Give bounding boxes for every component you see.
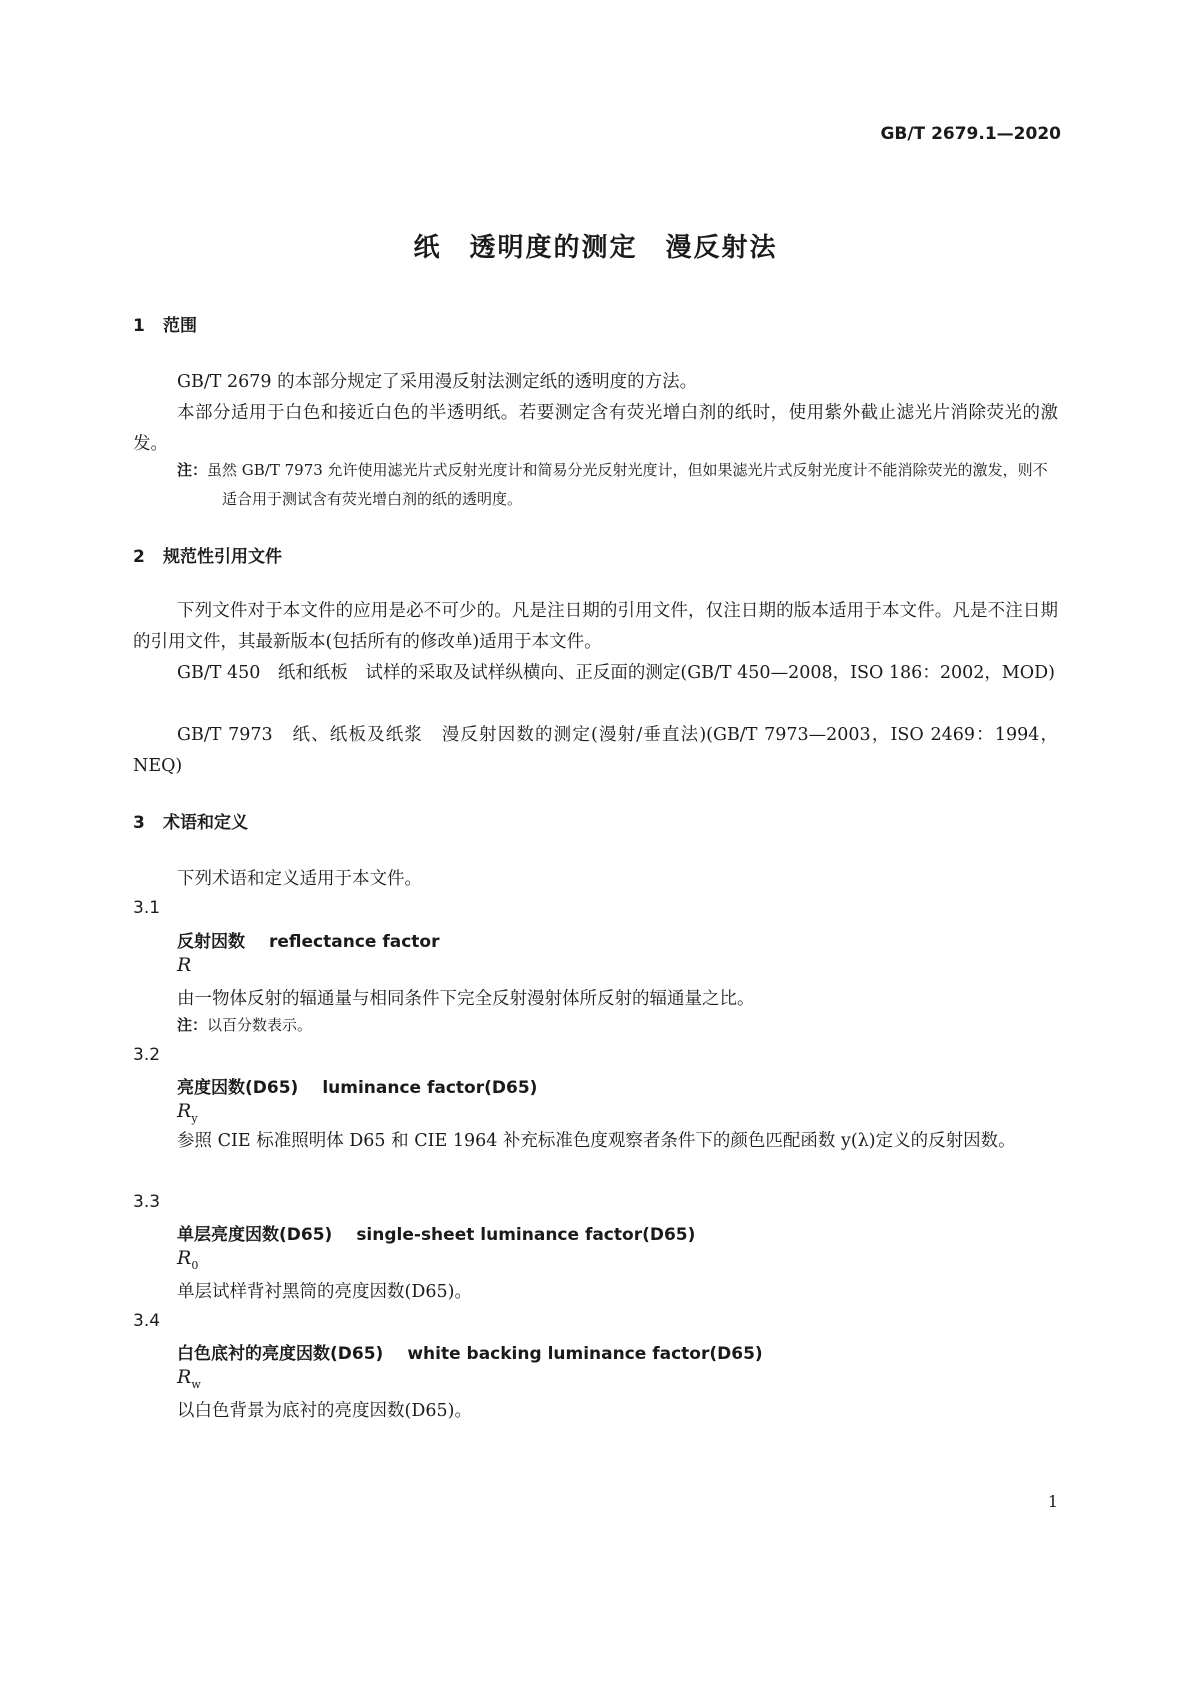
term-en: white backing luminance factor(D65) — [407, 1344, 763, 1364]
term-definition: 单层试样背衬黑筒的亮度因数(D65)。 — [177, 1282, 472, 1302]
section-1-heading — [133, 311, 197, 336]
term-name — [177, 1073, 537, 1098]
page-number: 1 — [1047, 1492, 1058, 1511]
normative-reference-2: GB/T 7973 纸、纸板及纸浆 漫反射因数的测定(漫射/垂直法)(GB/T 7973—2003，ISO 2469：1994，NEQ) — [133, 725, 1058, 776]
section-1-paragraph-2: 本部分适用于白色和接近白色的半透明纸。若要测定含有荧光增白剂的纸时，使用紫外截止滤光片消除荧光的激发。 — [133, 403, 1058, 454]
section-title: 规范性引用文件 — [163, 547, 282, 567]
note-text: 虽然 GB/T 7973 允许使用滤光片式反射光度计和简易分光反射光度计，但如果滤光片式反射光度计不能消除荧光的激发，则不适合用于测试含有荧光增白剂的纸的透明度。 — [207, 461, 1048, 508]
term-zh: 单层亮度因数(D65) — [177, 1225, 333, 1245]
standard-code: GB/T 2679.1—2020 — [880, 124, 1061, 144]
note-body — [177, 456, 1058, 514]
section-number: 1 — [133, 316, 145, 336]
term-name — [177, 927, 439, 952]
term-note — [177, 1011, 1058, 1040]
section-3-intro: 下列术语和定义适用于本文件。 — [177, 869, 422, 889]
term-symbol: $R_y$ — [177, 1100, 198, 1125]
term-symbol: $R_0$ — [177, 1247, 199, 1272]
term-symbol: $R_w$ — [177, 1366, 201, 1391]
section-number: 2 — [133, 547, 145, 567]
note-label: 注： — [177, 461, 208, 479]
term-en: luminance factor(D65) — [322, 1078, 538, 1098]
term-zh: 反射因数 — [177, 932, 245, 952]
term-symbol: R — [177, 954, 192, 976]
term-number: 3.1 — [133, 898, 161, 918]
term-en: reflectance factor — [269, 932, 440, 952]
term-number: 3.2 — [133, 1045, 161, 1065]
term-name — [177, 1339, 763, 1364]
term-definition: 由一物体反射的辐通量与相同条件下完全反射漫射体所反射的辐通量之比。 — [177, 989, 755, 1009]
section-title: 范围 — [163, 316, 197, 336]
section-2-heading — [133, 542, 282, 567]
section-title: 术语和定义 — [163, 813, 248, 833]
term-number: 3.3 — [133, 1192, 161, 1212]
term-en: single-sheet luminance factor(D65) — [356, 1225, 696, 1245]
document-title: 纸 透明度的测定 漫反射法 — [413, 233, 778, 263]
term-zh: 白色底衬的亮度因数(D65) — [177, 1344, 384, 1364]
term-definition: 以白色背景为底衬的亮度因数(D65)。 — [177, 1401, 472, 1421]
section-number: 3 — [133, 813, 145, 833]
note-text: 以百分数表示。 — [207, 1016, 313, 1034]
section-1-note — [177, 456, 1058, 514]
term-name — [177, 1220, 695, 1245]
section-3-heading — [133, 808, 248, 833]
term-number: 3.4 — [133, 1311, 161, 1331]
section-1-paragraph-1: GB/T 2679 的本部分规定了采用漫反射法测定纸的透明度的方法。 — [177, 372, 698, 392]
term-zh: 亮度因数(D65) — [177, 1078, 299, 1098]
section-2-paragraph-1: 下列文件对于本文件的应用是必不可少的。凡是注日期的引用文件，仅注日期的版本适用于本文件。凡是不注日期的引用文件，其最新版本(包括所有的修改单)适用于本文件。 — [133, 601, 1058, 652]
normative-reference-1: GB/T 450 纸和纸板 试样的采取及试样纵横向、正反面的测定(GB/T 450—2008，ISO 186：2002，MOD) — [177, 663, 1055, 683]
term-definition: 参照 CIE 标准照明体 D65 和 CIE 1964 补充标准色度观察者条件下的颜色匹配函数 y(λ)定义的反射因数。 — [177, 1131, 1016, 1151]
note-label: 注： — [177, 1016, 208, 1034]
